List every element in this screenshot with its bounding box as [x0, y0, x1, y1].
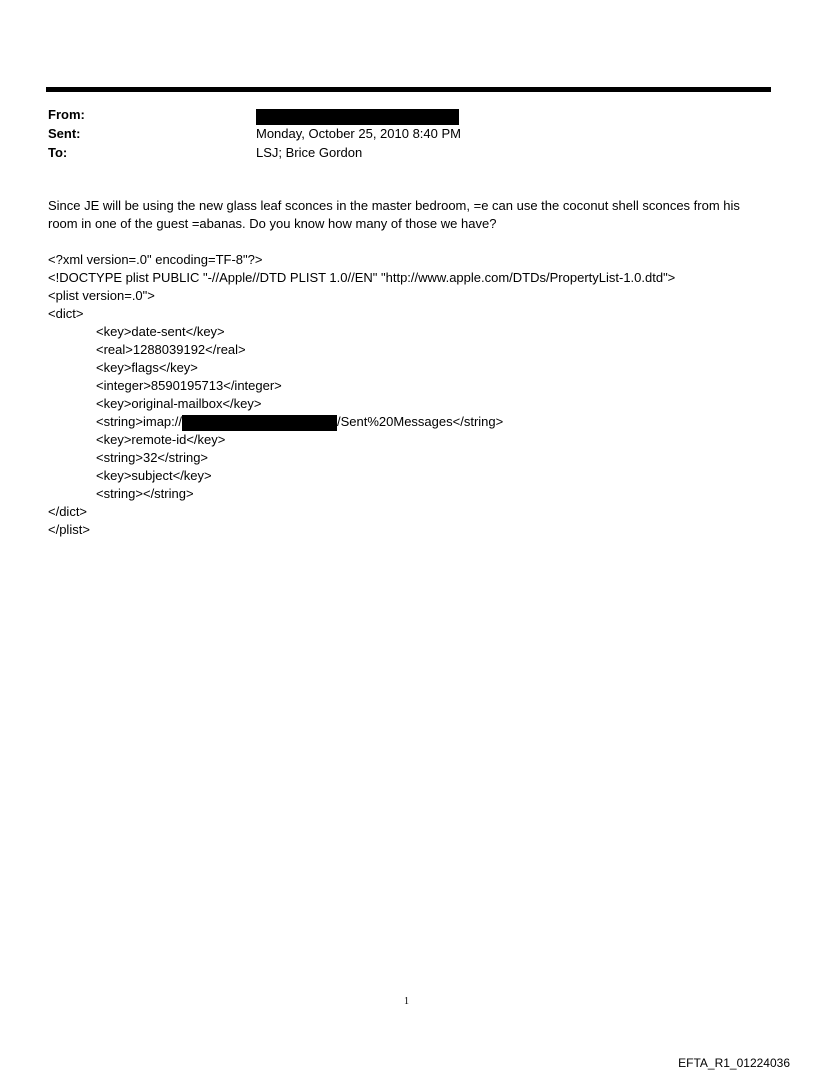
sent-label: Sent: [48, 126, 81, 141]
string-remote-id-value: <string>32</string> [96, 450, 209, 465]
integer-value: <integer>8590195713</integer> [96, 378, 282, 393]
plist-doctype: <!DOCTYPE plist PUBLIC "-//Apple//DTD PLIST 1.0//EN" "http://www.apple.com/DTDs/PropertyList-1.0.dtd"> [48, 270, 676, 285]
key-subject: <key>subject</key> [96, 468, 212, 483]
string-imap-line [96, 413, 503, 431]
string-subject-value: <string></string> [96, 486, 194, 501]
redaction-block [256, 109, 459, 125]
header-rule [46, 87, 771, 92]
plist-open-tag: <plist version=.0"> [48, 288, 155, 303]
plist-xml-declaration: <?xml version=.0" encoding=TF-8"?> [48, 252, 263, 267]
to-value: LSJ; Brice Gordon [256, 145, 363, 160]
key-date-sent: <key>date-sent</key> [96, 324, 225, 339]
from-label: From: [48, 107, 85, 122]
plist-close-tag: </plist> [48, 522, 90, 537]
key-remote-id: <key>remote-id</key> [96, 432, 226, 447]
dict-open-tag: <dict> [48, 306, 84, 321]
key-original-mailbox: <key>original-mailbox</key> [96, 396, 262, 411]
redaction-block [182, 415, 337, 431]
string-imap-suffix: /Sent%20Messages</string> [337, 414, 504, 429]
to-label: To: [48, 145, 68, 160]
dict-close-tag: </dict> [48, 504, 88, 519]
key-flags: <key>flags</key> [96, 360, 198, 375]
page-number: 1 [404, 996, 409, 1007]
real-value: <real>1288039192</real> [96, 342, 246, 357]
string-imap-prefix: <string>imap:// [96, 414, 182, 429]
from-value-redacted [256, 107, 459, 125]
sent-value: Monday, October 25, 2010 8:40 PM [256, 126, 461, 141]
email-body-paragraph: Since JE will be using the new glass leaf sconces in the master bedroom, =e can use the coconut shell sconces from his room in one of the guest =abanas. Do you know how many of those we have? [48, 198, 740, 231]
document-id: EFTA_R1_01224036 [678, 1056, 790, 1070]
